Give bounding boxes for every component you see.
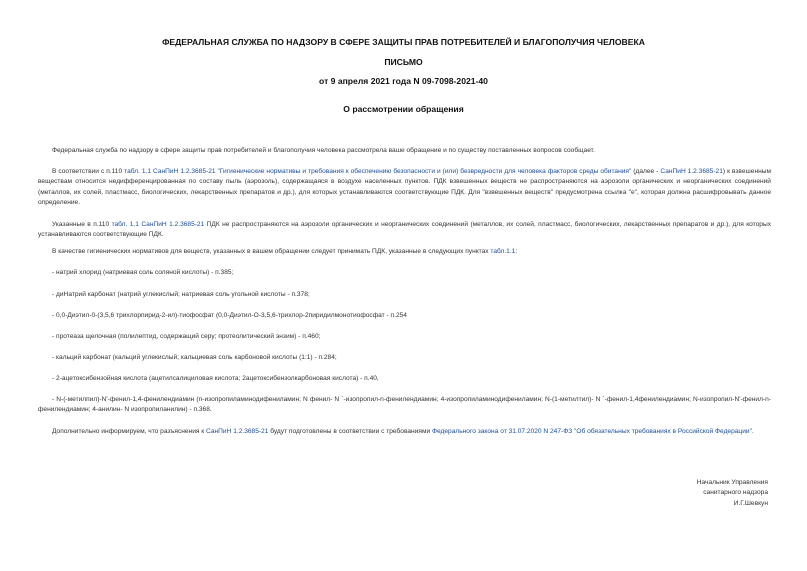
list-item <box>38 311 771 321</box>
list-item <box>38 374 771 384</box>
list-item-text: - N-(-метилпил)-N'-фенил-1,4-фенилендиамин (n-изопропиламинодифениламин; N фенил- N `-изопропил-n-фенилендиамин; 4-изопропиламинодифениламин; N-(1-метилтил)- N `-фенил-1,4фенилендиамин; N-изопропил-N'-фенил-n-фенилендиамин; 4-анилин- N изопропиланилин) - п.368. <box>38 396 771 414</box>
sanpin-table-link[interactable]: табл. 1.1 СанПиН 1.2.3685-21 <box>111 221 205 228</box>
document-date-number: от 9 апреля 2021 года N 09-7098-2021-40 <box>319 76 488 86</box>
federal-law-link[interactable]: Федерального закона от 31.07.2020 N 247-ФЗ "Об обязательных требованиях в Российской Федерации" <box>432 428 752 435</box>
paragraph-norms <box>38 247 771 257</box>
list-item-text: - кальций карбонат (кальций углекислый; кальциевая соль карбоновой кислоты (1:1) - п.284; <box>52 354 337 361</box>
sanpin-table-link[interactable]: табл. 1.1 СанПиН 1.2.3685-21 "Гигиенические нормативы и требования к обеспечению безопасности и (или) безвредности для человека факторов среды обитания" <box>124 168 632 175</box>
list-item <box>38 353 771 363</box>
text-fragment: ПДК не распространяются на аэрозоли органических и неорганических соединений (металлов, их солей, пластмасс, биологических, лекарственных препаратов и др.), для которых устанавливаются соответствующие ПДК. <box>38 221 771 239</box>
text-fragment: : <box>515 248 518 255</box>
text-fragment: ) к взвешенным веществам относится недифференцированная по составу пыль (аэрозоль), содержащаяся в воздухе населенных пунктов. ПДК взвешенных веществ не распространяются на аэрозоли органических и неорганических соединений (металлов, их солей, пластмасс, биологических, лекарственных препаратов и др.), для которых устанавливаются соответствующие ПДК. Для "взвешенных веществ" предусмотрена ссылка "е", которая должна расшифровывать данное определение. <box>38 168 771 207</box>
list-item <box>38 268 771 278</box>
document-type: ПИСЬМО <box>384 57 423 67</box>
list-item <box>38 332 771 342</box>
paragraph-additional-info <box>38 427 771 437</box>
sanpin-link[interactable]: СанПиН 1.2.3685-21 <box>660 168 723 175</box>
sanpin-link[interactable]: СанПиН 1.2.3685-21 <box>206 428 269 435</box>
agency-title: ФЕДЕРАЛЬНАЯ СЛУЖБА ПО НАДЗОРУ В СФЕРЕ ЗАЩИТЫ ПРАВ ПОТРЕБИТЕЛЕЙ И БЛАГОПОЛУЧИЯ ЧЕЛОВЕКА <box>162 37 645 47</box>
list-item-text: - диНатрий карбонат (натрий углекислый; натриевая соль угольной кислоты - п.378; <box>52 291 310 298</box>
paragraph-intro-text: Федеральная служба по надзору в сфере защиты прав потребителей и благополучия человека рассмотрела ваше обращение и по существу поставленных вопросов сообщает. <box>52 147 595 154</box>
list-item-text: - 2-ацетоксибензойная кислота (ацетилсалициловая кислота; 2ацетоксибензолкарбоновая кислота) - п.40, <box>52 375 379 382</box>
document-subject: О рассмотрении обращения <box>343 104 464 114</box>
list-item <box>38 290 771 300</box>
list-item-text: - протеаза щелочная (полилептид, содержащий серу; протеолитический энзим) - п.460; <box>52 333 321 340</box>
text-fragment: Дополнительно информируем, что разъяснения к <box>52 428 207 435</box>
signature-name: И.Г.Шевкун <box>733 499 768 507</box>
text-fragment: . <box>751 428 754 435</box>
signature-department: санитарного надзора <box>703 489 768 497</box>
signature-block <box>697 478 768 509</box>
list-item-text: - натрий хлорид (натриевая соль соляной кислоты) - п.385; <box>52 269 234 276</box>
text-fragment: В качестве гигиенических нормативов для веществ, указанных в вашем обращении следует принимать ПДК, указанные в следующих пунктах <box>52 248 491 255</box>
text-fragment: В соответствии с п.110 <box>52 168 125 175</box>
text-fragment: будут подготовлены в соответствии с требованиями <box>268 428 432 435</box>
list-item <box>38 395 771 416</box>
paragraph-pdk-scope <box>38 220 771 241</box>
table-1-1-link[interactable]: табл.1.1 <box>490 248 516 255</box>
paragraph-intro <box>38 146 771 156</box>
signature-position: Начальник Управления <box>696 479 768 486</box>
list-item-text: - 0,0-Диэтил-0-(3,5,6 трихлорпирид-2-ил)-тиофосфат (0,0-Диэтил-О-3,5,6-трихлор-2пиридилмонотиофосфат - п.254 <box>52 312 407 319</box>
text-fragment: (далее - <box>631 168 661 175</box>
paragraph-sanpin-reference <box>38 167 771 209</box>
text-fragment: Указанные в п.110 <box>52 221 112 228</box>
